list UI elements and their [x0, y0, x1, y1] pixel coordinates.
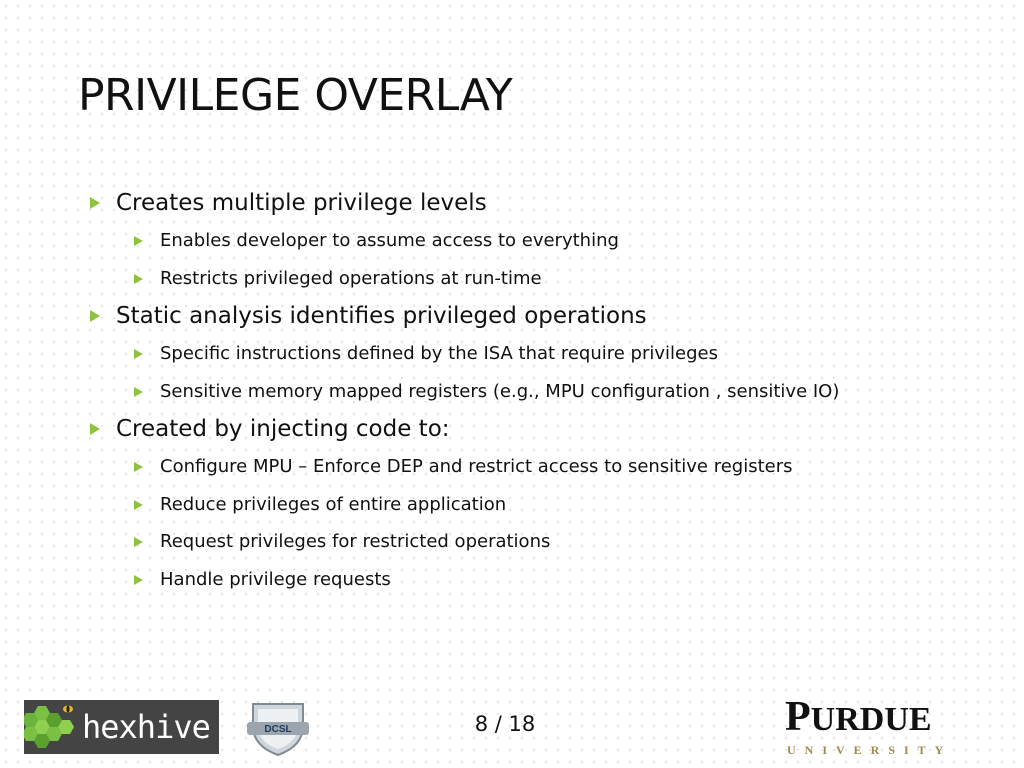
- bullet-arrow-icon: [90, 197, 100, 209]
- purdue-name-rest: URDUE: [810, 701, 932, 738]
- bullet-item: [88, 299, 988, 337]
- page-number: 8 / 18: [474, 712, 536, 736]
- slide-title: PRIVILEGE OVERLAY: [78, 70, 513, 121]
- sub-bullet-text: Configure MPU – Enforce DEP and restrict access to sensitive registers: [160, 456, 793, 477]
- bullet-arrow-icon: [134, 274, 143, 284]
- shield-text: DCSL: [264, 724, 292, 735]
- sub-bullet-item: [88, 525, 988, 563]
- bullet-arrow-icon: [134, 575, 143, 585]
- sub-bullet-item: [88, 262, 988, 300]
- sub-bullet-text: Specific instructions defined by the ISA that require privileges: [160, 343, 718, 364]
- shield-logo-icon: [245, 698, 311, 758]
- sub-bullet-text: Restricts privileged operations at run-time: [160, 267, 542, 289]
- bullet-arrow-icon: [90, 423, 100, 435]
- sub-bullet-item: [88, 488, 988, 526]
- bullet-arrow-icon: [134, 387, 143, 397]
- bullet-text: Creates multiple privilege levels: [116, 190, 487, 216]
- hexagon-cluster-icon: [24, 700, 84, 754]
- sub-bullet-text: Enables developer to assume access to everything: [160, 230, 619, 251]
- bullet-item: [88, 412, 988, 450]
- hexhive-suffix: hive: [136, 708, 210, 746]
- bullet-arrow-icon: [134, 236, 143, 246]
- bullet-arrow-icon: [90, 310, 100, 322]
- shield-logo: [245, 698, 311, 762]
- bullet-item: [88, 186, 988, 224]
- purdue-name: [785, 696, 985, 741]
- hexhive-prefix: hex: [82, 708, 137, 746]
- hexhive-wordmark: [82, 708, 210, 746]
- hexhive-logo: [24, 700, 219, 754]
- purdue-logo: [785, 696, 985, 758]
- bullet-list: [88, 186, 988, 600]
- sub-bullet-item: [88, 337, 988, 375]
- bullet-text: Created by injecting code to:: [116, 416, 450, 442]
- bullet-arrow-icon: [134, 462, 143, 472]
- sub-bullet-item: [88, 224, 988, 262]
- bullet-arrow-icon: [134, 349, 143, 359]
- sub-bullet-text: Reduce privileges of entire application: [160, 493, 507, 515]
- slide-footer: [0, 690, 1024, 768]
- sub-bullet-text: Request privileges for restricted operations: [160, 531, 551, 552]
- sub-bullet-item: [88, 450, 988, 488]
- bullet-arrow-icon: [134, 537, 143, 547]
- bullet-arrow-icon: [134, 500, 143, 510]
- sub-bullet-text: Handle privilege requests: [160, 568, 391, 590]
- sub-bullet-text: Sensitive memory mapped registers (e.g., MPU configuration , sensitive IO): [160, 380, 840, 402]
- sub-bullet-item: [88, 375, 988, 413]
- bullet-text: Static analysis identifies privileged operations: [116, 303, 647, 329]
- purdue-subtitle: UNIVERSITY: [787, 743, 953, 757]
- sub-bullet-item: [88, 563, 988, 601]
- purdue-name-first: P: [785, 694, 811, 740]
